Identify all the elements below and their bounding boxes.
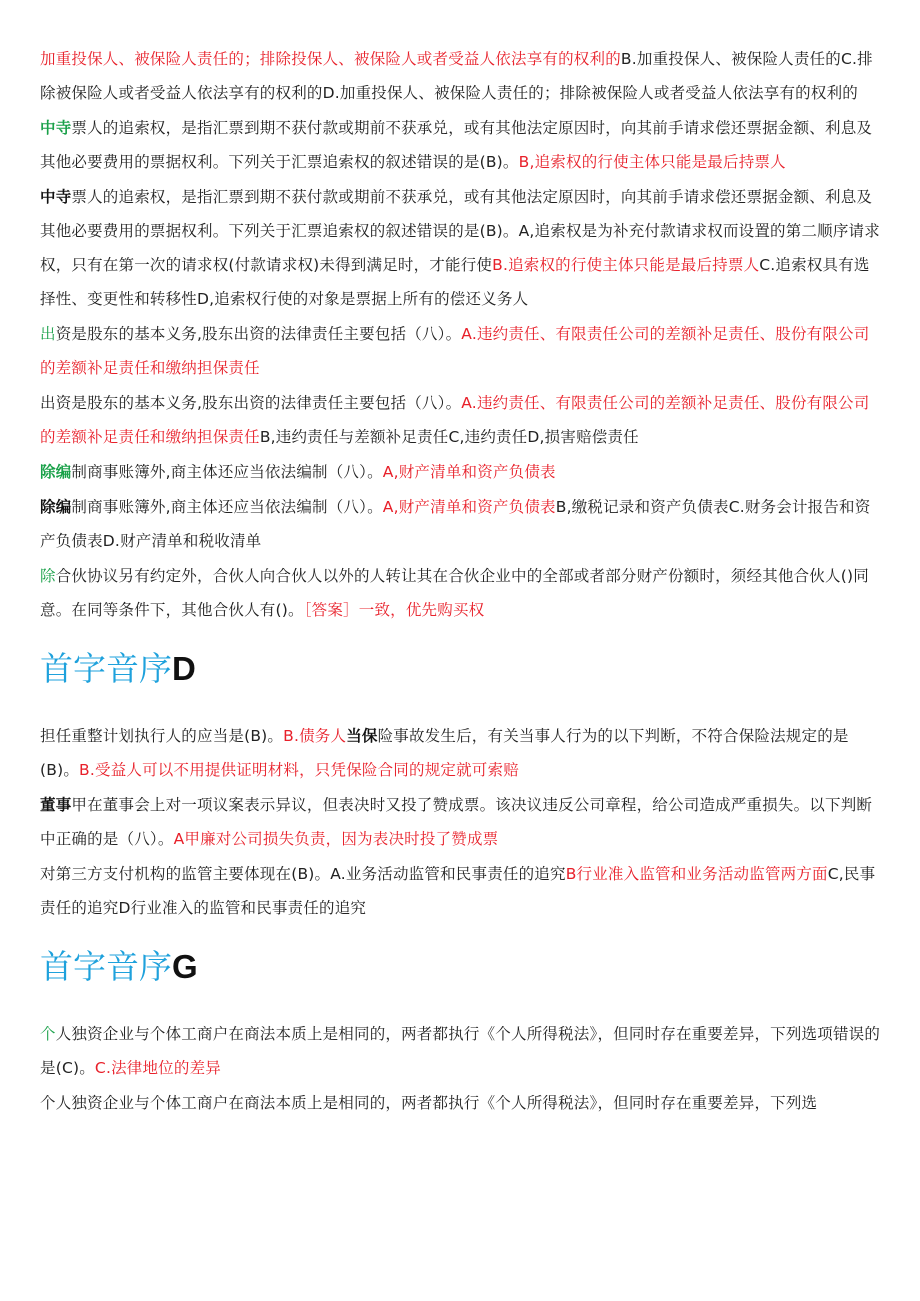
options-text: C.追索权具有选择性、变更性和转移性D,追索权行使的对象是票据上所有的偿还义务人 — [40, 256, 870, 308]
question-text: 人独资企业与个体工商户在商法本质上是相同的，两者都执行《个人所得税法》，但同时存在重要差异，下列选项错误的是(C)。 — [40, 1025, 881, 1077]
answer-text: C.法律地位的差异 — [94, 1059, 221, 1077]
question-text: 合伙协议另有约定外，合伙人向合伙人以外的人转让其在合伙企业中的全部或者部分财产份额时，须经其他合伙人()同意。在同等条件下，其他合伙人有()。 — [40, 567, 869, 619]
paragraph-insurance-clause — [40, 42, 882, 110]
question-text: 票人的追索权，是指汇票到期不获付款或期前不获承兑，或有其他法定原因时，向其前手请求偿还票据金额、利息及其他必要费用的票据权利。下列关于汇票追索权的叙述错误的是(B)。 — [40, 119, 873, 171]
answer-text: A甲廉对公司损失负责，因为表决时投了赞成票 — [173, 830, 499, 848]
heading-text: 首字音序 — [40, 649, 172, 688]
paragraph-third-party-payment — [40, 857, 882, 925]
paragraph-director — [40, 788, 882, 856]
question-text: 资是股东的基本义务,股东出资的法律责任主要包括（八）。 — [55, 325, 462, 343]
answer-text: B.受益人可以不用提供证明材料，只凭保险合同的规定就可索赔 — [79, 761, 519, 779]
answer-text: A,财产清单和资产负债表 — [382, 498, 556, 516]
lead-keyword: 除编 — [40, 463, 72, 481]
answer-text: B.追索权的行使主体只能是最后持票人 — [492, 256, 760, 274]
question-text: 出资是股东的基本义务,股东出资的法律责任主要包括（八）。 — [40, 394, 462, 412]
options-text: B,违约责任与差额补足责任C,违约责任D,损害赔偿责任 — [259, 428, 639, 446]
paragraph-capital-q2 — [40, 386, 882, 454]
section-heading-d — [40, 645, 882, 699]
answer-text: A.违约责任、有限责任公司的差额补足责任、股份有限公司的差额补足责任和缴纳担保责任 — [40, 394, 870, 446]
options-text: C,民事责任的追究D行业准入的监管和民事责任的追究 — [40, 865, 876, 917]
lead-keyword: 中寺 — [40, 119, 72, 137]
question-text: 险事故发生后，有关当事人行为的以下判断，不符合保险法规定的是(B)。 — [40, 727, 849, 779]
answer-text: ［答案］一致，优先购买权 — [303, 601, 485, 619]
heading-letter: D — [172, 650, 196, 687]
question-text: 甲在董事会上对一项议案表示异议，但表决时又投了赞成票。该决议违反公司章程，给公司造成严重损失。以下判断中正确的是（八）。 — [40, 796, 873, 848]
lead-keyword: 董事 — [40, 796, 72, 814]
paragraph-sole-proprietorship-q2 — [40, 1086, 882, 1120]
paragraph-partnership — [40, 559, 882, 627]
paragraph-recourse-q2 — [40, 180, 882, 316]
paragraph-recourse-q1 — [40, 111, 882, 179]
lead-keyword: 个 — [40, 1025, 56, 1043]
question-text: 担任重整计划执行人的应当是(B)。 — [40, 727, 284, 745]
lead-keyword: 除 — [40, 567, 56, 585]
lead-keyword: 除编 — [40, 498, 72, 516]
lead-keyword: 中寺 — [40, 188, 72, 206]
answer-text: B,追索权的行使主体只能是最后持票人 — [518, 153, 786, 171]
heading-letter: G — [172, 948, 198, 985]
options-text: B,缴税记录和资产负债表C.财务会计报告和资产负债表D.财产清单和税收清单 — [40, 498, 871, 550]
question-text: 票人的追索权，是指汇票到期不获付款或期前不获承兑，或有其他法定原因时，向其前手请求偿还票据金额、利息及其他必要费用的票据权利。下列关于汇票追索权的叙述错误的是(B)。A,追索权是为补充付款请求权而设置的第二顺序请求权，只有在第一次的请求权(付款请求权)未得到满足时，才能行使 — [40, 188, 880, 274]
paragraph-accounts-q2 — [40, 490, 882, 558]
options-text: B.加重投保人、被保险人责任的C.排除被保险人或者受益人依法享有的权利的D.加重投保人、被保险人责任的；排除被保险人或者受益人依法享有的权利的 — [40, 50, 873, 102]
heading-text: 首字音序 — [40, 947, 172, 986]
paragraph-sole-proprietorship-q1 — [40, 1017, 882, 1085]
document-page — [40, 42, 882, 1121]
question-text: 对第三方支付机构的监管主要体现在(B)。A.业务活动监管和民事责任的追究 — [40, 865, 566, 883]
paragraph-reorganization — [40, 719, 882, 787]
paragraph-capital-q1 — [40, 317, 882, 385]
question-text: 制商事账簿外,商主体还应当依法编制（八）。 — [71, 463, 383, 481]
answer-text: A.违约责任、有限责任公司的差额补足责任、股份有限公司的差额补足责任和缴纳担保责任 — [40, 325, 870, 377]
answer-text: B行业准入监管和业务活动监管两方面 — [565, 865, 828, 883]
lead-keyword: 当保 — [346, 727, 378, 745]
lead-keyword: 出 — [40, 325, 56, 343]
question-text: 个人独资企业与个体工商户在商法本质上是相同的，两者都执行《个人所得税法》，但同时存在重要差异，下列选 — [40, 1094, 818, 1112]
paragraph-accounts-q1 — [40, 455, 882, 489]
section-heading-g — [40, 943, 882, 997]
answer-text: 加重投保人、被保险人责任的；排除投保人、被保险人或者受益人依法享有的权利的 — [40, 50, 621, 68]
question-text: 制商事账簿外,商主体还应当依法编制（八）。 — [71, 498, 383, 516]
answer-text: A,财产清单和资产负债表 — [382, 463, 556, 481]
answer-text: B.债务人 — [283, 727, 347, 745]
